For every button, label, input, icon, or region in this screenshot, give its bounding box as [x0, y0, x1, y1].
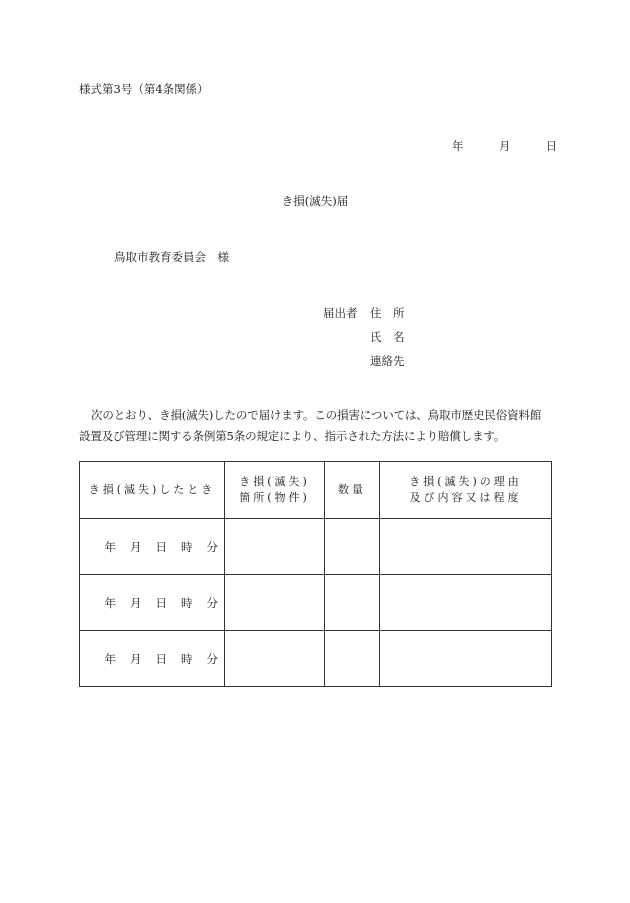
table-header-row — [80, 462, 552, 519]
reason-cell[interactable] — [380, 519, 552, 575]
reason-cell[interactable] — [380, 631, 552, 687]
applicant-contact-label: 連絡先 — [370, 354, 405, 368]
form-number: 様式第3号（第4条関係） — [79, 82, 209, 96]
date-line — [452, 138, 557, 154]
body-paragraph: 次のとおり、き損(滅失)したので届けます。この損害については、鳥取市歴史民俗資料館設置及び管理に関する条例第5条の規定により、指示された方法により賠償します。 — [79, 408, 542, 443]
datetime-cell[interactable]: 年 月 日 時 分 — [80, 575, 225, 631]
location-cell[interactable] — [225, 631, 325, 687]
datetime-cell[interactable]: 年 月 日 時 分 — [80, 519, 225, 575]
quantity-cell[interactable] — [325, 575, 380, 631]
applicant-name-label: 氏 名 — [370, 330, 405, 344]
applicant-address-label: 住 所 — [370, 306, 405, 320]
reason-cell[interactable] — [380, 575, 552, 631]
addressee: 鳥取市教育委員会 様 — [114, 250, 229, 264]
document-title: き損(滅失)届 — [281, 194, 349, 208]
datetime-cell[interactable]: 年 月 日 時 分 — [80, 631, 225, 687]
date-month-label: 月 — [498, 139, 511, 153]
date-year-label: 年 — [452, 139, 464, 153]
quantity-cell[interactable] — [325, 519, 380, 575]
header-quantity: 数量 — [325, 462, 380, 519]
header-reason: き損(滅失)の理由 及び内容又は程度 — [380, 462, 552, 519]
applicant-label: 届出者 — [323, 306, 358, 320]
date-day-label: 日 — [545, 139, 558, 153]
quantity-cell[interactable] — [325, 631, 380, 687]
damage-table — [79, 461, 552, 687]
location-cell[interactable] — [225, 575, 325, 631]
table-row — [80, 575, 552, 631]
header-when: き損(滅失)したとき — [80, 462, 225, 519]
header-location: き損(滅失) 箇所(物件) — [225, 462, 325, 519]
table-row — [80, 519, 552, 575]
table-row — [80, 631, 552, 687]
location-cell[interactable] — [225, 519, 325, 575]
